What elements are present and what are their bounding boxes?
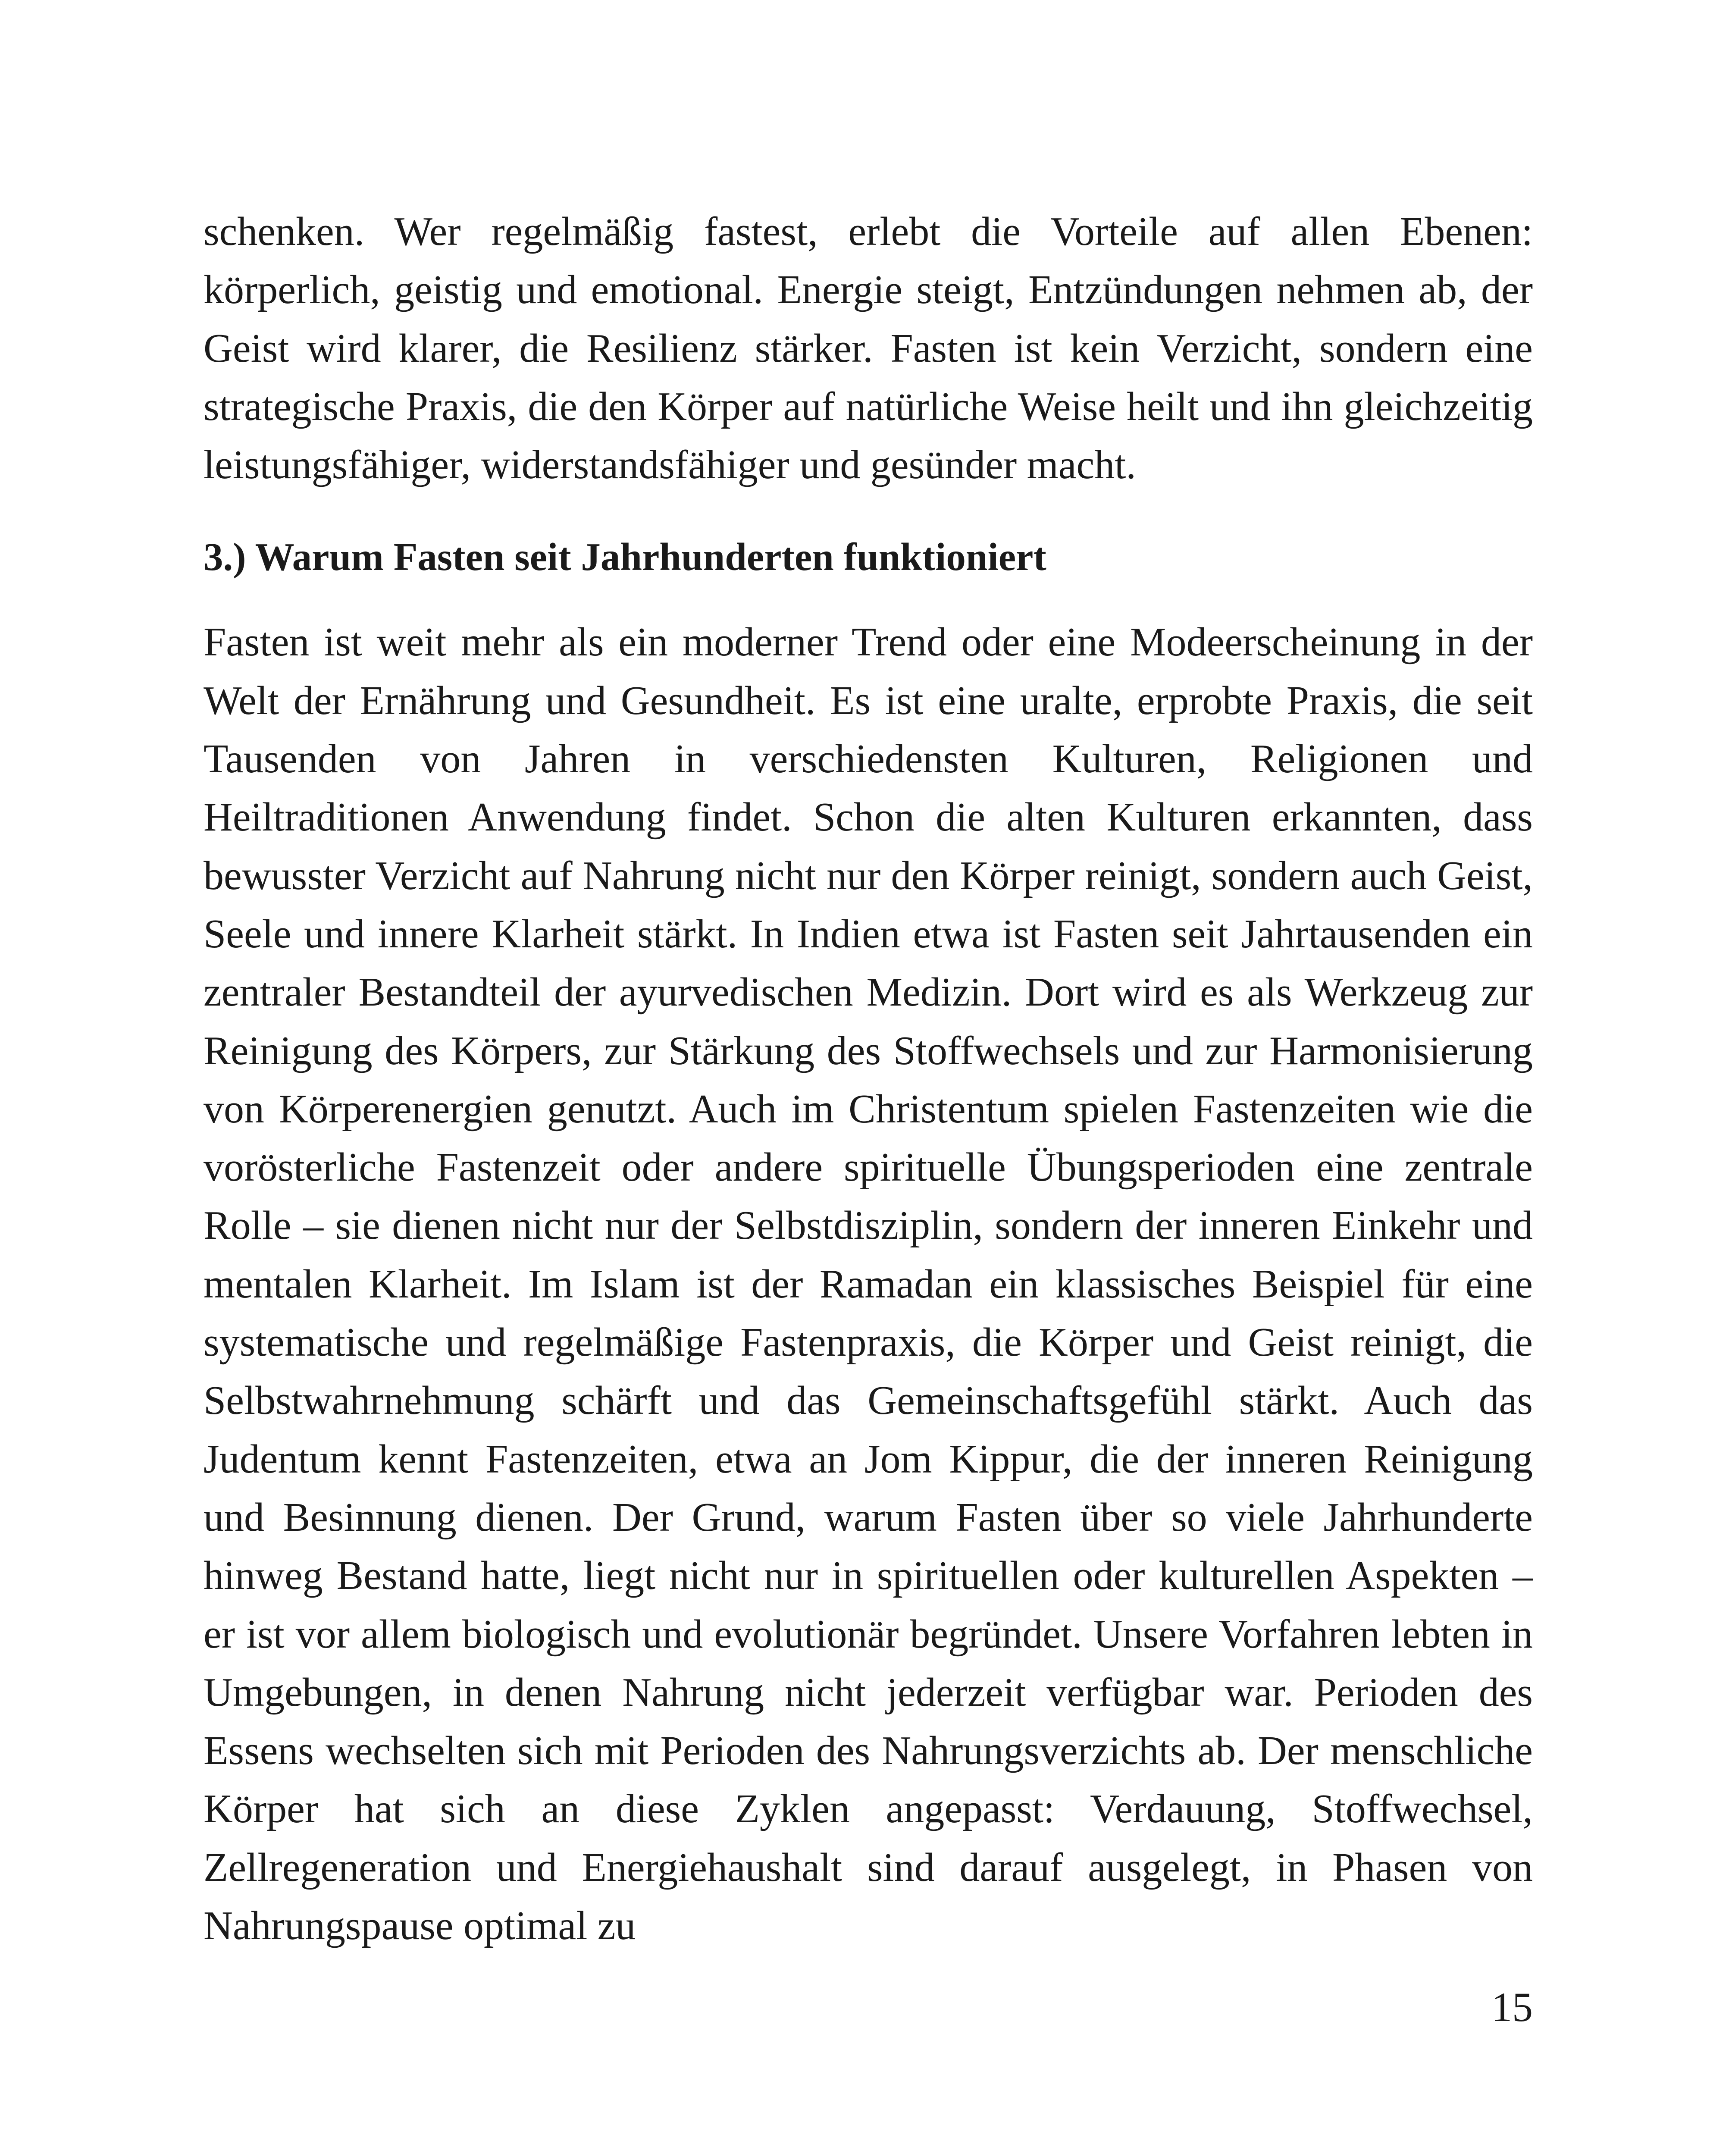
page-content: [204, 203, 1533, 1955]
paragraph-body: Fasten ist weit mehr als ein moderner Trend oder eine Modeerscheinung in der Welt der Ernährung und Gesundheit. Es ist eine uralte, erprobte Praxis, die seit Tausenden von Jahren in verschiedensten Kulturen, Religionen und Heiltraditionen Anwendung findet. Schon die alten Kulturen erkannten, dass bewusster Verzicht auf Nahrung nicht nur den Körper reinigt, sondern auch Geist, Seele und innere Klarheit stärkt. In Indien etwa ist Fasten seit Jahrtausenden ein zentraler Bestandteil der ayurvedischen Medizin. Dort wird es als Werkzeug zur Reinigung des Körpers, zur Stärkung des Stoffwechsels und zur Harmonisierung von Körperenergien genutzt. Auch im Christentum spielen Fastenzeiten wie die vorösterliche Fastenzeit oder andere spirituelle Übungsperioden eine zentrale Rolle – sie dienen nicht nur der Selbstdisziplin, sondern der inneren Einkehr und mentalen Klarheit. Im Islam ist der Ramadan ein klassisches Beispiel für eine systematische und regelmäßige Fastenpraxis, die Körper und Geist reinigt, die Selbstwahrnehmung schärft und das Gemeinschaftsgefühl stärkt. Auch das Judentum kennt Fastenzeiten, etwa an Jom Kippur, die der inneren Reinigung und Besinnung dienen. Der Grund, warum Fasten über so viele Jahrhunderte hinweg Bestand hatte, liegt nicht nur in spirituellen oder kulturellen Aspekten – er ist vor allem biologisch und evolutionär begründet. Unsere Vorfahren lebten in Umgebungen, in denen Nahrung nicht jederzeit verfügbar war. Perioden des Essens wechselten sich mit Perioden des Nahrungsverzichts ab. Der menschliche Körper hat sich an diese Zyklen angepasst: Verdauung, Stoffwechsel, Zellregeneration und Energiehaushalt sind darauf ausgelegt, in Phasen von Nahrungspause optimal zu: [204, 620, 1533, 1949]
paragraph-intro: schenken. Wer regelmäßig fastest, erlebt die Vorteile auf allen Ebenen: körperlich, geistig und emotional. Energie steigt, Entzündungen nehmen ab, der Geist wird klarer, die Resilienz stärker. Fasten ist kein Verzicht, sondern eine strategische Praxis, die den Körper auf natürliche Weise heilt und ihn gleichzeitig leistungsfähiger, widerstandsfähiger und gesünder macht.: [204, 209, 1533, 488]
section-heading: 3.) Warum Fasten seit Jahrhunderten funktioniert: [204, 535, 1046, 579]
page-number: 15: [1491, 1984, 1533, 2030]
